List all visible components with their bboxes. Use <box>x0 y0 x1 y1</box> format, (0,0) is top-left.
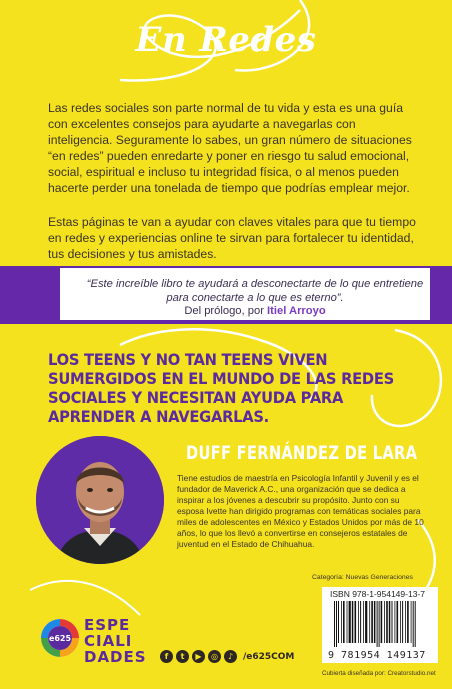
barcode-bar <box>338 601 339 643</box>
barcode-bar <box>365 601 367 643</box>
barcode-bar <box>379 601 380 647</box>
section-title: En Redes <box>135 20 317 60</box>
barcode-bar <box>415 601 416 647</box>
quote-source-prefix: Del prólogo, por <box>184 305 268 317</box>
barcode-bar <box>334 601 335 647</box>
barcode-bar <box>411 601 412 643</box>
logo-line-1: ESPE <box>84 616 131 634</box>
tiktok-icon[interactable]: ♪ <box>224 650 237 663</box>
barcode-bar <box>369 601 370 643</box>
barcode-bar <box>407 601 409 643</box>
barcode-bar <box>384 601 385 643</box>
ean-digits: 9 781954 149137 <box>328 650 426 661</box>
isbn-label: ISBN 978-1-954149-13-7 <box>330 589 425 599</box>
quote-source-name: Itiel Arroyo <box>267 305 326 317</box>
intro-paragraph-2: Estas páginas te van a ayudar con claves vitales para que tu tiempo en redes y experiencias online te sirvan para fortalecer tu identidad, tus decisiones y tus amistades. <box>48 215 416 261</box>
intro-paragraph-1: Las redes sociales son parte normal de tu vida y esta es una guía con excelentes consejos para ayudarte a navegarlas con inteligencia. Seguramente lo sabes, un gran número de situaciones “en redes” pueden enredarte y poner en riesgo tu salud emocional, social, espiritual e incluso tu integridad física, o al menos pueden hacerte perder una tonelada de tiempo que podrías emplear mejor. <box>48 101 412 195</box>
quote-text: “Este increíble libro te ayudará a desconectarte de lo que entretiene para conectarte a lo que es eterno”. <box>86 278 424 304</box>
barcode-bar <box>352 601 354 643</box>
barcode-bar <box>363 601 364 643</box>
quote-source <box>80 305 430 317</box>
barcode-bar <box>402 601 403 643</box>
twitter-icon[interactable]: t <box>176 650 189 663</box>
social-handle[interactable]: /e625COM <box>243 651 295 662</box>
author-portrait-icon <box>36 436 164 564</box>
instagram-icon[interactable]: ◎ <box>208 650 221 663</box>
logo-line-3: DADES <box>84 648 147 666</box>
barcode-bar <box>381 601 383 643</box>
youtube-icon[interactable]: ▶ <box>192 650 205 663</box>
e625-logo-badge: e625 <box>48 634 72 643</box>
barcode-bar <box>343 601 345 643</box>
barcode-bar <box>377 601 378 647</box>
author-name: DUFF FERNÁNDEZ DE LARA <box>186 442 418 464</box>
logo-line-2: CIALI <box>84 632 133 650</box>
barcode-bar <box>386 601 388 643</box>
facebook-icon[interactable]: f <box>160 650 173 663</box>
headline: LOS TEENS Y NO TAN TEENS VIVEN SUMERGIDOS EN EL MUNDO DE LAS REDES SOCIALES Y NECESITAN AYUDA PARA APRENDER A NAVEGARLAS. <box>48 350 394 426</box>
barcode-bar <box>374 601 376 643</box>
barcode-bar <box>389 601 391 643</box>
barcode-bar <box>358 601 359 643</box>
barcode-bar <box>392 601 393 643</box>
category-label: Categoría: Nuevas Generaciones <box>312 574 413 581</box>
barcode-bar <box>413 601 414 647</box>
barcode-bar <box>397 601 399 643</box>
e625-logo-icon <box>40 618 80 658</box>
barcode-bar <box>371 601 373 643</box>
social-links <box>160 650 294 663</box>
barcode-bar <box>405 601 406 643</box>
barcode-bar <box>355 601 357 643</box>
cover-credits: Cubierta diseñada por: Creatorstudio.net <box>322 670 436 677</box>
barcode-bar <box>347 601 348 643</box>
barcode-bar <box>336 601 337 647</box>
author-bio: Tiene estudios de maestría en Psicología Infantil y Juvenil y es el fundador de Maverick A.C., una organización que se dedica a inspirar a los jóvenes a descubrir su propósito. Junto con su esposa Ivette han dirigido programas con temáticas sociales para miles de adolescentes en México y Estados Unidos por más de 10 años, lo que los llevó a convertirse en consejeros estatales de juventud en el Estado de Chihuahua. <box>177 473 424 549</box>
barcode-icon <box>332 601 432 647</box>
barcode-bar <box>341 601 342 643</box>
barcode-bar <box>400 601 401 643</box>
author-photo <box>36 436 164 564</box>
especialidades-logo <box>84 617 147 665</box>
barcode-bar <box>360 601 361 643</box>
barcode-bar <box>395 601 396 643</box>
barcode-bar <box>349 601 351 643</box>
